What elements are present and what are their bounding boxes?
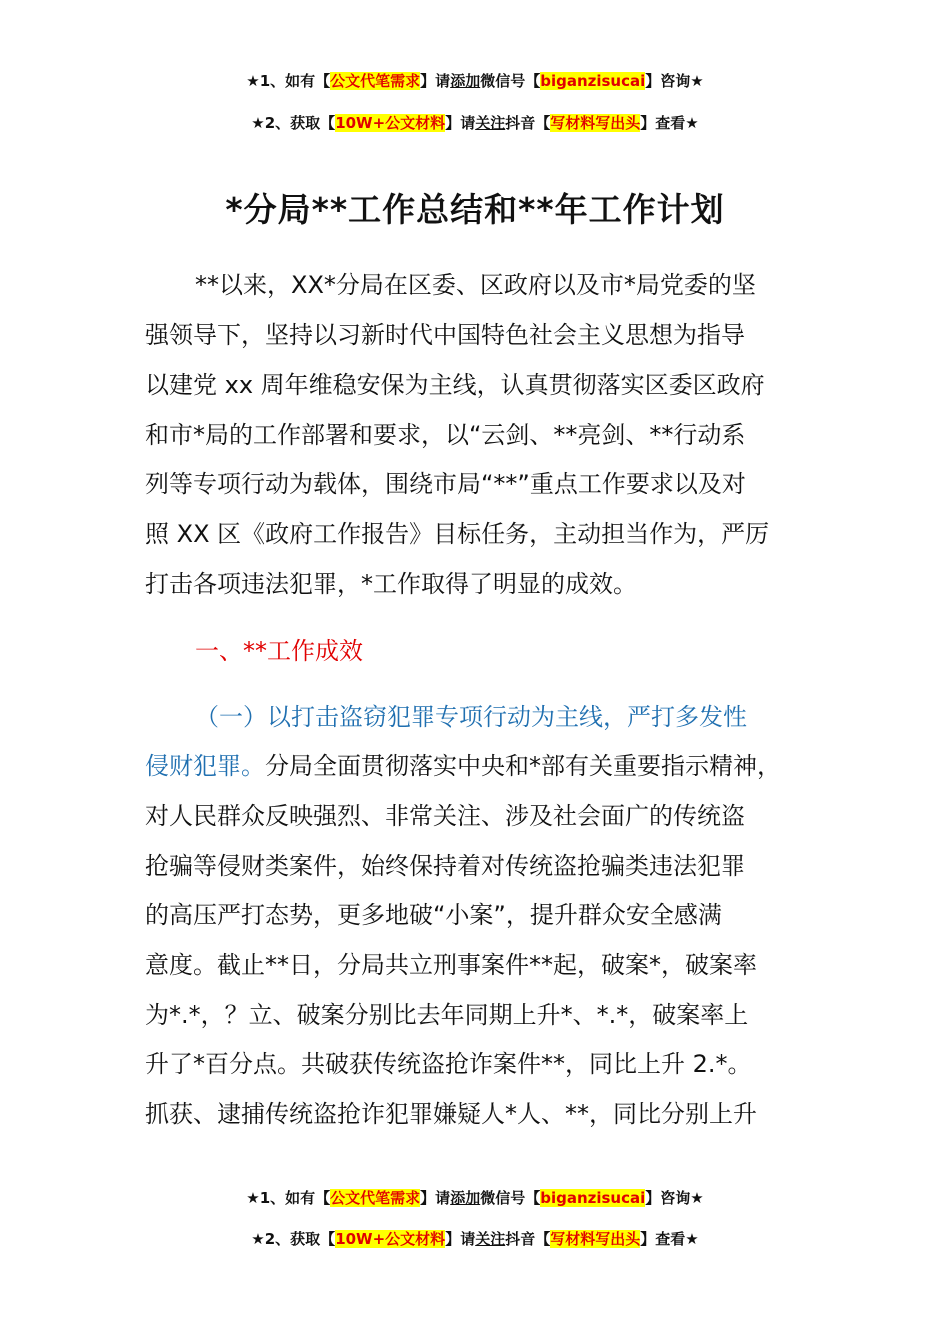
promo-text: 】请 <box>445 1230 476 1248</box>
header-promo-line-1 <box>0 70 950 91</box>
paragraph-line <box>145 746 781 781</box>
promo-highlight: 公文代笔需求 <box>330 1189 421 1207</box>
promo-text: 】查看★ <box>640 1230 699 1248</box>
promo-text: 】咨询★ <box>645 72 704 90</box>
promo-text: 】请 <box>445 114 476 132</box>
promo-text: ★1、如有【 <box>246 72 331 90</box>
paragraph-line: 列等专项行动为载体，围绕市局“**”重点工作要求以及对 <box>145 470 746 498</box>
promo-highlight-wechat-id: biganzisucai <box>540 1189 646 1207</box>
paragraph-line: 意度。截止**日，分局共立刑事案件**起，破案*，破案率 <box>145 951 757 979</box>
promo-text: 微信号【 <box>480 1189 541 1207</box>
footer-promo-line-1 <box>0 1187 950 1208</box>
promo-text: ★1、如有【 <box>246 1189 331 1207</box>
paragraph-line: 对人民群众反映强烈、非常关注、涉及社会面广的传统盗 <box>145 802 745 830</box>
promo-underlined: 添加 <box>450 1189 481 1207</box>
promo-text: ★2、获取【 <box>251 114 336 132</box>
paragraph-line: 抢骗等侵财类案件，始终保持着对传统盗抢骗类违法犯罪 <box>145 852 745 880</box>
promo-highlight: 10W+公文材料 <box>335 1230 446 1248</box>
promo-text: 抖音【 <box>505 1230 551 1248</box>
promo-underlined: 关注 <box>475 1230 506 1248</box>
promo-text: 】请 <box>420 72 451 90</box>
promo-text: 】查看★ <box>640 114 699 132</box>
paragraph-line: 强领导下，坚持以习新时代中国特色社会主义思想为指导 <box>145 321 745 349</box>
paragraph-line: 以建党 xx 周年维稳安保为主线，认真贯彻落实区委区政府 <box>145 371 765 399</box>
paragraph-line: 为*.*，？立、破案分别比去年同期上升*、*.*，破案率上 <box>145 1001 749 1029</box>
promo-underlined: 添加 <box>450 72 481 90</box>
promo-underlined: 关注 <box>475 114 506 132</box>
paragraph-line: 抓获、逮捕传统盗抢诈犯罪嫌疑人*人、**，同比分别上升 <box>145 1100 757 1128</box>
paragraph-line: 打击各项违法犯罪，*工作取得了明显的成效。 <box>145 570 637 598</box>
header-promo-line-2 <box>0 112 950 133</box>
paragraph-text: 分局全面贯彻落实中央和*部有关重要指示精神， <box>265 752 781 780</box>
document-title: *分局**工作总结和**年工作计划 <box>225 190 725 229</box>
promo-highlight: 公文代笔需求 <box>330 72 421 90</box>
paragraph-line: 的高压严打态势，更多地破“小案”，提升群众安全感满 <box>145 901 722 929</box>
promo-text: ★2、获取【 <box>251 1230 336 1248</box>
section-heading: 一、**工作成效 <box>195 637 363 665</box>
promo-highlight-douyin: 写材料写出头 <box>550 1230 641 1248</box>
paragraph-line: 和市*局的工作部署和要求，以“云剑、**亮剑、**行动系 <box>145 421 746 449</box>
promo-text: 】请 <box>420 1189 451 1207</box>
subsection-heading: （一）以打击盗窃犯罪专项行动为主线，严打多发性 <box>195 703 747 731</box>
subsection-heading-end: 侵财犯罪。 <box>145 752 265 780</box>
promo-highlight-wechat-id: biganzisucai <box>540 72 646 90</box>
paragraph-line: 升了*百分点。共破获传统盗抢诈案件**，同比上升 2.*。 <box>145 1050 752 1078</box>
promo-highlight-douyin: 写材料写出头 <box>550 114 641 132</box>
promo-highlight: 10W+公文材料 <box>335 114 446 132</box>
paragraph-line: **以来，XX*分局在区委、区政府以及市*局党委的坚 <box>195 271 756 299</box>
promo-text: 】咨询★ <box>645 1189 704 1207</box>
footer-promo-line-2 <box>0 1228 950 1249</box>
paragraph-line: 照 XX 区《政府工作报告》目标任务，主动担当作为，严厉 <box>145 520 770 548</box>
promo-text: 微信号【 <box>480 72 541 90</box>
promo-text: 抖音【 <box>505 114 551 132</box>
